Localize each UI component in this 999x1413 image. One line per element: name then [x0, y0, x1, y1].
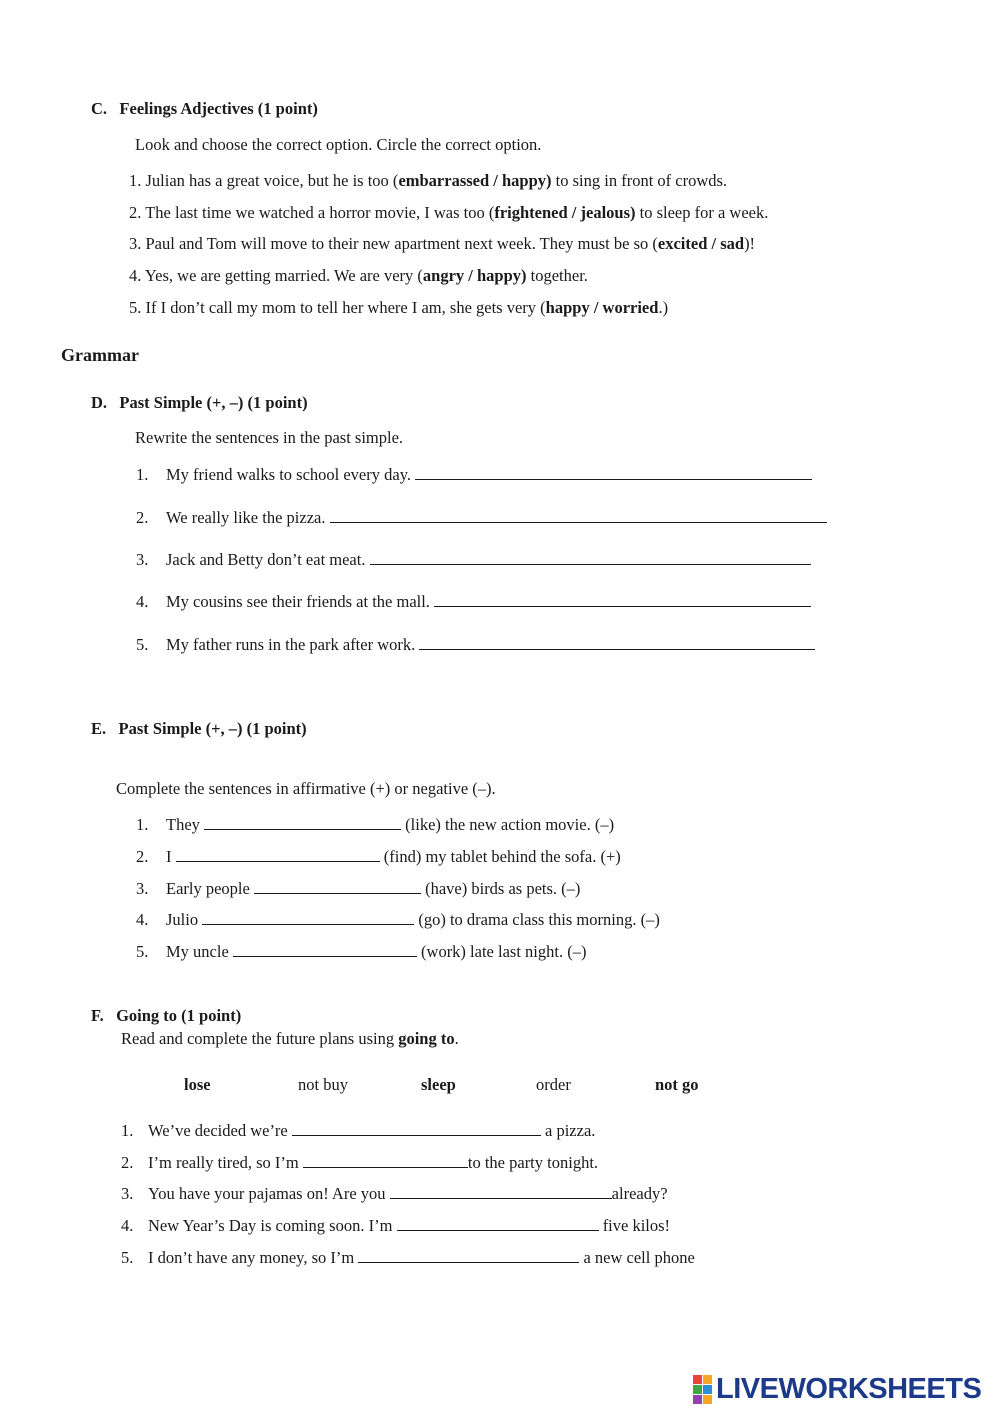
list-item: 5. If I don’t call my mom to tell her where I am, she gets very (happy / worried.) [129, 298, 669, 317]
answer-blank[interactable] [303, 1166, 468, 1168]
answer-blank[interactable] [204, 828, 401, 830]
list-item: 5. I don’t have any money, so I’m a new cell phone [121, 1248, 695, 1267]
list-item: 1. Julian has a great voice, but he is too (embarrassed / happy) to sing in front of crowds. [129, 171, 728, 190]
answer-blank[interactable] [176, 860, 380, 862]
list-item: 4. Yes, we are getting married. We are very (angry / happy) together. [129, 266, 588, 285]
list-item: 3. Early people (have) birds as pets. (–) [136, 879, 581, 898]
answer-blank[interactable] [358, 1261, 579, 1263]
section-c-heading [91, 101, 318, 118]
answer-blank[interactable] [390, 1197, 612, 1199]
circle-option[interactable]: angry / happy) [422, 266, 527, 285]
list-item: 3. Paul and Tom will move to their new apartment next week. They must be so (excited / sad)! [129, 234, 756, 253]
list-item: 1. My friend walks to school every day. [136, 467, 812, 484]
section-title: Feelings Adjectives (1 point) [119, 99, 318, 118]
list-item: 2. I (find) my tablet behind the sofa. (+) [136, 847, 621, 866]
word-bank-item: not buy [298, 1075, 348, 1094]
circle-option[interactable]: embarrassed / happy) [398, 171, 552, 190]
section-d-heading [91, 395, 308, 412]
section-d-instruction: Rewrite the sentences in the past simple. [135, 428, 404, 447]
answer-blank[interactable] [292, 1134, 541, 1136]
answer-blank[interactable] [233, 955, 417, 957]
grammar-heading: Grammar [61, 345, 139, 365]
section-f-instruction: Read and complete the future plans using going to. [121, 1029, 459, 1048]
answer-blank[interactable] [434, 605, 811, 607]
section-e-heading [91, 721, 307, 738]
circle-option[interactable]: happy / worried [545, 298, 659, 317]
section-title: Past Simple (+, –) (1 point) [118, 719, 307, 738]
section-letter: F. [91, 1006, 104, 1025]
list-item: 4. My cousins see their friends at the mall. [136, 594, 811, 611]
list-item: 3. Jack and Betty don’t eat meat. [136, 552, 811, 569]
list-item: 1. We’ve decided we’re a pizza. [121, 1121, 596, 1140]
section-title: Past Simple (+, –) (1 point) [119, 393, 308, 412]
list-item: 1. They (like) the new action movie. (–) [136, 815, 615, 834]
list-item: 4. Julio (go) to drama class this morning. (–) [136, 910, 660, 929]
circle-option[interactable]: frightened / jealous) [494, 203, 636, 222]
list-item: 5. My father runs in the park after work. [136, 637, 815, 654]
section-f-heading [91, 1008, 241, 1025]
answer-blank[interactable] [370, 563, 811, 565]
word-bank-item: sleep [421, 1075, 456, 1094]
word-bank-item: not go [655, 1075, 699, 1094]
answer-blank[interactable] [419, 648, 815, 650]
circle-option[interactable]: excited / sad [657, 234, 745, 253]
list-item: 2. The last time we watched a horror movie, I was too (frightened / jealous) to sleep for a week. [129, 203, 769, 222]
liveworksheets-logo[interactable] [693, 1374, 981, 1404]
section-letter: C. [91, 99, 108, 118]
word-bank-item: lose [184, 1075, 211, 1094]
section-letter: D. [91, 393, 108, 412]
word-bank-item: order [536, 1075, 571, 1094]
answer-blank[interactable] [254, 892, 421, 894]
list-item: 2. We really like the pizza. [136, 510, 827, 527]
list-item: 3. You have your pajamas on! Are you already? [121, 1184, 668, 1203]
answer-blank[interactable] [397, 1229, 599, 1231]
section-c-instruction: Look and choose the correct option. Circle the correct option. [135, 135, 542, 154]
section-title: Going to (1 point) [116, 1006, 242, 1025]
answer-blank[interactable] [415, 478, 812, 480]
list-item: 4. New Year’s Day is coming soon. I’m five kilos! [121, 1216, 671, 1235]
list-item: 2. I’m really tired, so I’m to the party tonight. [121, 1153, 599, 1172]
logo-text: LIVEWORKSHEETS [716, 1372, 982, 1405]
section-letter: E. [91, 719, 107, 738]
answer-blank[interactable] [202, 923, 414, 925]
list-item: 5. My uncle (work) late last night. (–) [136, 942, 587, 961]
section-e-instruction: Complete the sentences in affirmative (+) or negative (–). [116, 779, 496, 798]
logo-mark-icon [693, 1375, 712, 1404]
answer-blank[interactable] [330, 521, 827, 523]
